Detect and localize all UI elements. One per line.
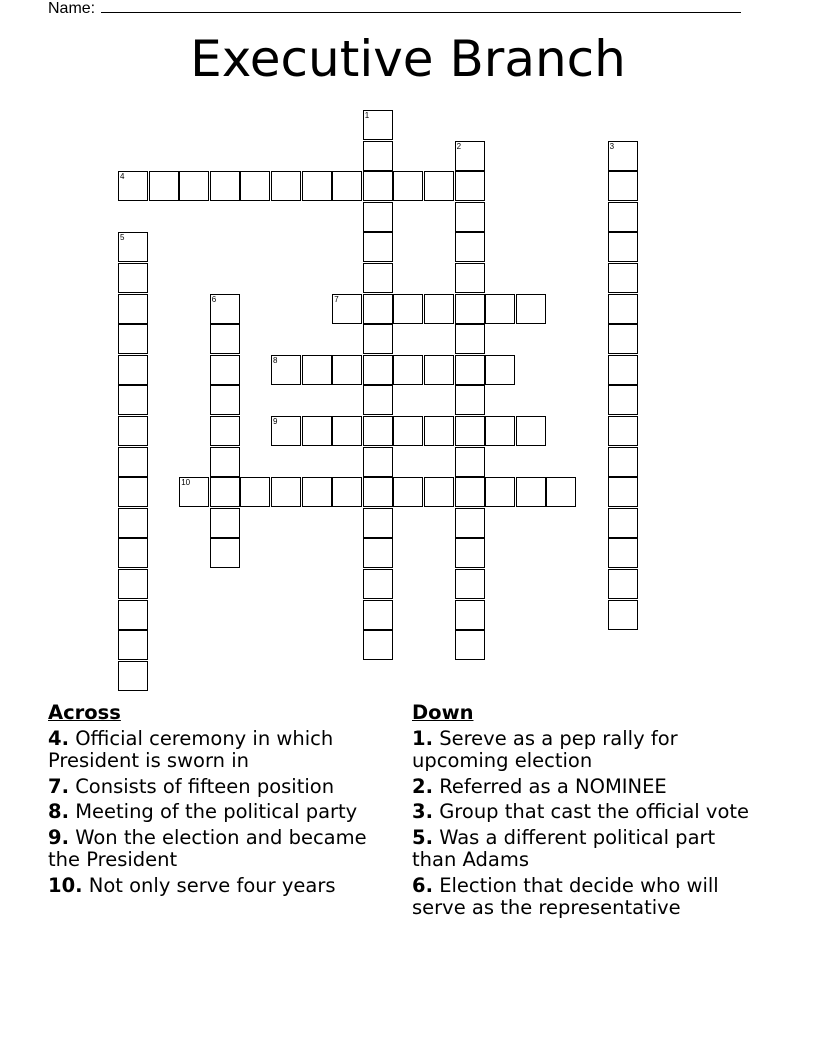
grid-cell[interactable]	[455, 538, 485, 568]
grid-cell[interactable]	[332, 477, 362, 507]
clue-text: Was a different political part than Adams	[412, 825, 716, 871]
grid-cell[interactable]	[118, 171, 148, 201]
grid-cell[interactable]	[516, 294, 546, 324]
cell-number: 1	[364, 111, 370, 120]
grid-cell[interactable]	[210, 355, 240, 385]
grid-cell[interactable]	[118, 263, 148, 293]
grid-cell[interactable]	[363, 569, 393, 599]
grid-cell[interactable]	[546, 477, 576, 507]
grid-cell[interactable]	[210, 508, 240, 538]
grid-cell[interactable]	[608, 232, 638, 262]
grid-cell[interactable]	[455, 416, 485, 446]
grid-cell[interactable]	[455, 630, 485, 660]
clue-across	[48, 776, 398, 799]
cell-number: 5	[120, 233, 125, 243]
clue-number: 3.	[412, 800, 433, 823]
grid-cell[interactable]	[424, 171, 454, 201]
grid-cell[interactable]	[455, 508, 485, 538]
cell-number: 8	[273, 355, 278, 365]
grid-cell[interactable]	[210, 447, 240, 477]
grid-cell[interactable]	[271, 355, 301, 385]
grid-cell[interactable]	[424, 477, 454, 507]
grid-cell[interactable]	[608, 538, 638, 568]
down-clues	[412, 702, 762, 923]
grid-cell[interactable]	[608, 569, 638, 599]
grid-cell[interactable]	[210, 294, 240, 324]
grid-cell[interactable]	[363, 263, 393, 293]
grid-cell[interactable]	[455, 171, 485, 201]
grid-cell[interactable]	[332, 171, 362, 201]
down-heading: Down	[412, 701, 474, 724]
grid-cell[interactable]	[516, 477, 546, 507]
grid-cell[interactable]	[608, 447, 638, 477]
clue-text: Not only serve four years	[88, 873, 336, 897]
grid-cell[interactable]	[455, 324, 485, 354]
grid-cell[interactable]	[240, 171, 270, 201]
grid-cell[interactable]	[455, 385, 485, 415]
grid-cell[interactable]	[608, 324, 638, 354]
grid-cell[interactable]	[210, 538, 240, 568]
clue-text: Consists of fifteen position	[75, 774, 335, 798]
cell-number: 7	[334, 294, 339, 304]
grid-cell[interactable]	[608, 171, 638, 201]
grid-cell[interactable]	[118, 294, 148, 324]
grid-cell[interactable]	[118, 508, 148, 538]
clue-text: Referred as a NOMINEE	[439, 774, 667, 798]
grid-cell[interactable]	[210, 385, 240, 415]
clue-number: 1.	[412, 726, 433, 750]
grid-cell[interactable]	[118, 416, 148, 446]
grid-cell[interactable]	[363, 600, 393, 630]
clue-number: 8.	[48, 800, 69, 823]
grid-cell[interactable]	[363, 508, 393, 538]
grid-cell[interactable]	[363, 385, 393, 415]
grid-cell[interactable]	[118, 661, 148, 691]
clue-across	[48, 827, 398, 872]
grid-cell[interactable]	[332, 355, 362, 385]
page-title: Executive Branch	[190, 30, 626, 88]
grid-cell[interactable]	[455, 477, 485, 507]
across-heading: Across	[48, 701, 121, 724]
grid-cell[interactable]	[179, 171, 209, 201]
grid-cell[interactable]	[424, 416, 454, 446]
cell-number: 10	[181, 478, 191, 488]
grid-cell[interactable]	[485, 416, 515, 446]
grid-cell[interactable]	[393, 477, 423, 507]
clue-across	[48, 728, 398, 773]
grid-cell[interactable]	[455, 202, 485, 232]
grid-cell[interactable]	[455, 600, 485, 630]
grid-cell[interactable]	[455, 447, 485, 477]
grid-cell[interactable]	[608, 263, 638, 293]
grid-cell[interactable]	[240, 477, 270, 507]
clue-across	[48, 875, 398, 898]
grid-cell[interactable]	[302, 355, 332, 385]
grid-cell[interactable]	[118, 569, 148, 599]
grid-cell[interactable]	[455, 355, 485, 385]
grid-cell[interactable]	[363, 232, 393, 262]
grid-cell[interactable]	[393, 416, 423, 446]
clue-down	[412, 875, 762, 920]
clue-number: 6.	[412, 873, 433, 897]
grid-cell[interactable]	[608, 416, 638, 446]
cell-number: 9	[273, 417, 278, 426]
grid-cell[interactable]	[485, 294, 515, 324]
clue-down	[412, 801, 762, 824]
clue-across	[48, 801, 398, 824]
grid-cell[interactable]	[363, 538, 393, 568]
grid-cell[interactable]	[363, 171, 393, 201]
grid-cell[interactable]	[118, 232, 148, 262]
grid-cell[interactable]	[271, 171, 301, 201]
grid-cell[interactable]	[608, 294, 638, 324]
grid-cell[interactable]	[302, 416, 332, 446]
grid-cell[interactable]	[455, 141, 485, 171]
grid-cell[interactable]	[363, 630, 393, 660]
grid-cell[interactable]	[302, 477, 332, 507]
grid-cell[interactable]	[149, 171, 179, 201]
grid-cell[interactable]	[118, 385, 148, 415]
grid-cell[interactable]	[118, 355, 148, 385]
grid-cell[interactable]	[363, 477, 393, 507]
grid-cell[interactable]	[608, 141, 638, 171]
cell-number: 2	[456, 141, 462, 151]
clue-number: 10.	[48, 873, 83, 897]
across-clues	[48, 702, 398, 900]
grid-cell[interactable]	[608, 355, 638, 385]
clue-text: Group that cast the official vote	[439, 800, 750, 823]
grid-cell[interactable]	[271, 416, 301, 446]
cell-number: 3	[609, 141, 615, 151]
clue-number: 9.	[48, 825, 69, 849]
grid-cell[interactable]	[118, 630, 148, 660]
grid-cell[interactable]	[393, 355, 423, 385]
clue-number: 7.	[48, 774, 69, 798]
clue-down	[412, 827, 762, 872]
grid-cell[interactable]	[455, 569, 485, 599]
grid-cell[interactable]	[455, 263, 485, 293]
grid-cell[interactable]	[363, 141, 393, 171]
clue-number: 2.	[412, 774, 433, 798]
grid-cell[interactable]	[455, 232, 485, 262]
grid-cell[interactable]	[363, 110, 393, 140]
clue-text: Won the election and became the President	[48, 825, 367, 871]
grid-cell[interactable]	[608, 600, 638, 630]
grid-cell[interactable]	[271, 477, 301, 507]
grid-cell[interactable]	[118, 324, 148, 354]
grid-cell[interactable]	[118, 477, 148, 507]
grid-cell[interactable]	[363, 324, 393, 354]
clue-down	[412, 776, 762, 799]
name-label: Name:	[48, 0, 96, 17]
grid-cell[interactable]	[485, 355, 515, 385]
grid-cell[interactable]	[424, 355, 454, 385]
grid-cell[interactable]	[210, 477, 240, 507]
cell-number: 6	[211, 294, 217, 304]
clue-text: Sereve as a pep rally for upcoming election	[412, 726, 678, 772]
grid-cell[interactable]	[210, 416, 240, 446]
grid-cell[interactable]	[608, 508, 638, 538]
grid-cell[interactable]	[332, 416, 362, 446]
grid-cell[interactable]	[393, 294, 423, 324]
grid-cell[interactable]	[363, 355, 393, 385]
grid-cell[interactable]	[608, 202, 638, 232]
grid-cell[interactable]	[179, 477, 209, 507]
grid-cell[interactable]	[363, 294, 393, 324]
clue-down	[412, 728, 762, 773]
grid-cell[interactable]	[118, 600, 148, 630]
clue-number: 4.	[48, 726, 69, 750]
grid-cell[interactable]	[210, 171, 240, 201]
grid-cell[interactable]	[210, 324, 240, 354]
grid-cell[interactable]	[302, 171, 332, 201]
clue-text: Election that decide who will serve as the representative	[412, 873, 719, 919]
grid-cell[interactable]	[332, 294, 362, 324]
clue-text: Meeting of the political party	[75, 800, 358, 823]
grid-cell[interactable]	[424, 294, 454, 324]
grid-cell[interactable]	[455, 294, 485, 324]
grid-cell[interactable]	[393, 171, 423, 201]
grid-cell[interactable]	[363, 447, 393, 477]
grid-cell[interactable]	[608, 385, 638, 415]
grid-cell[interactable]	[363, 202, 393, 232]
grid-cell[interactable]	[485, 477, 515, 507]
clue-text: Official ceremony in which President is sworn in	[48, 726, 334, 772]
grid-cell[interactable]	[608, 477, 638, 507]
grid-cell[interactable]	[118, 538, 148, 568]
grid-cell[interactable]	[363, 416, 393, 446]
grid-cell[interactable]	[516, 416, 546, 446]
clue-number: 5.	[412, 825, 433, 849]
cell-number: 4	[120, 172, 125, 182]
grid-cell[interactable]	[118, 447, 148, 477]
